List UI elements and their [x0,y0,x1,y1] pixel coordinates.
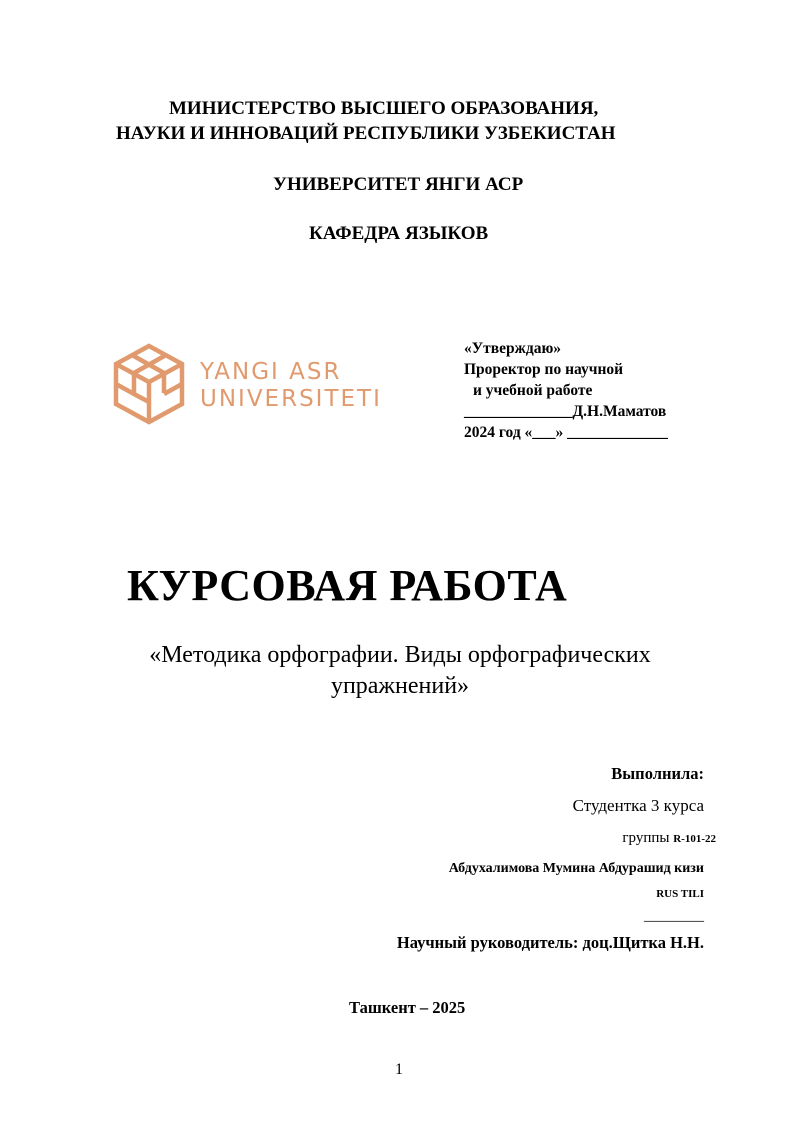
document-title: КУРСОВАЯ РАБОТА [127,561,568,610]
logo-text-line-2: UNIVERSITETI [200,386,382,412]
group-label: группы [622,830,670,846]
department-name: КАФЕДРА ЯЗЫКОВ [309,223,489,244]
student-name: Абдухалимова Мумина Абдурашид кизи [448,861,704,876]
approval-signature: ______________Д.Н.Маматов [464,403,667,420]
page-number: 1 [395,1061,403,1078]
approval-position: Проректор по научной [464,361,624,378]
student-program: RUS TILI [656,888,704,900]
student-course: Студентка 3 курса [572,796,704,815]
approval-date: 2024 год «___» _____________ [464,424,668,441]
ministry-line-1: МИНИСТЕРСТВО ВЫСШЕГО ОБРАЗОВАНИЯ, [169,98,599,119]
city-year: Ташкент – 2025 [349,998,466,1017]
supervisor: Научный руководитель: доц.Щитка Н.Н. [396,933,704,952]
document-subtitle: «Методика орфографии. Виды орфографических упражнений» [149,642,651,699]
university-name: УНИВЕРСИТЕТ ЯНГИ АСР [273,174,524,195]
group-code: R-101-22 [673,833,716,845]
logo-text-line-1: YANGI ASR [200,359,342,385]
logo-cube-icon [112,343,186,425]
approval-position-cont: и учебной работе [473,382,593,399]
author-label: Выполнила: [611,764,704,783]
student-group [622,830,716,847]
approval-block [464,338,668,443]
university-logo [112,343,392,425]
signature-line: ________ [644,908,704,924]
ministry-line-2: НАУКИ И ИННОВАЦИЙ РЕСПУБЛИКИ УЗБЕКИСТАН [116,123,616,144]
approval-heading: «Утверждаю» [464,340,562,357]
